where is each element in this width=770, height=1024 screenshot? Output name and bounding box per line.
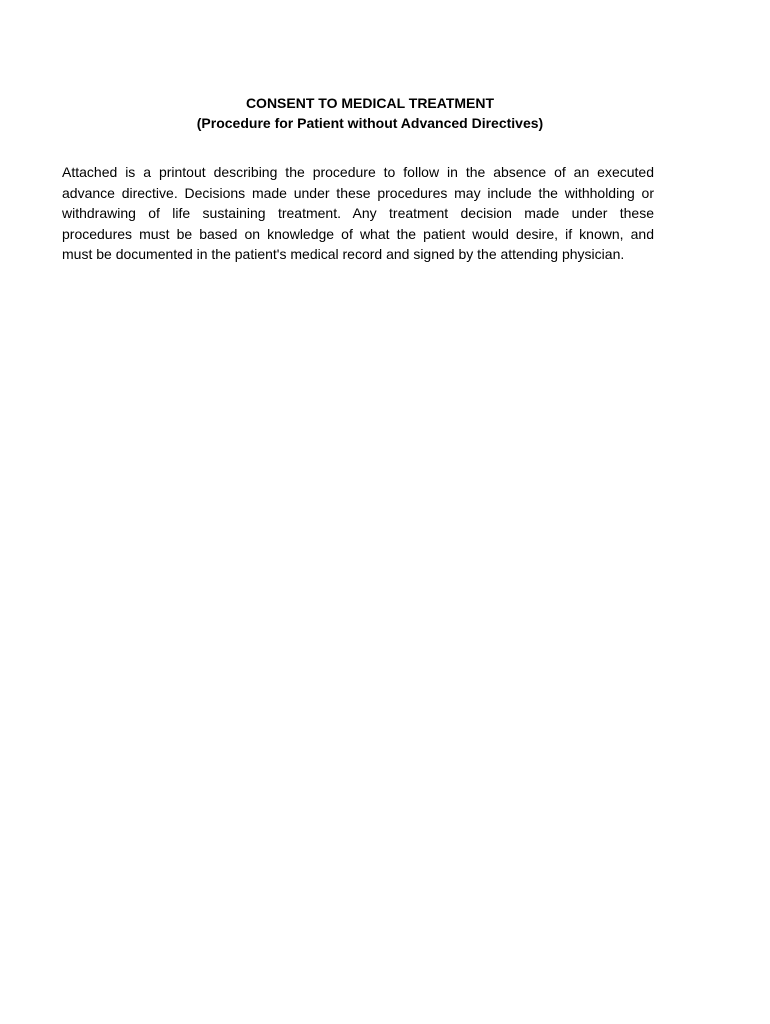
paragraph-line: advance directive. Decisions made under these procedures may include the withholding or [62,184,654,201]
document-title: CONSENT TO MEDICAL TREATMENT [245,95,495,111]
paragraph-line: Attached is a printout describing the procedure to follow in the absence of an executed [62,164,654,180]
paragraph-line: procedures must be based on knowledge of what the patient would desire, if known, and [62,225,654,242]
document-heading [0,93,740,133]
body-paragraph [62,162,654,265]
document-subtitle: (Procedure for Patient without Advanced Directives) [196,115,544,131]
paragraph-line: withdrawing of life sustaining treatment. Any treatment decision made under these [62,205,654,221]
paragraph-line: must be documented in the patient's medical record and signed by the attending physician. [62,246,625,262]
